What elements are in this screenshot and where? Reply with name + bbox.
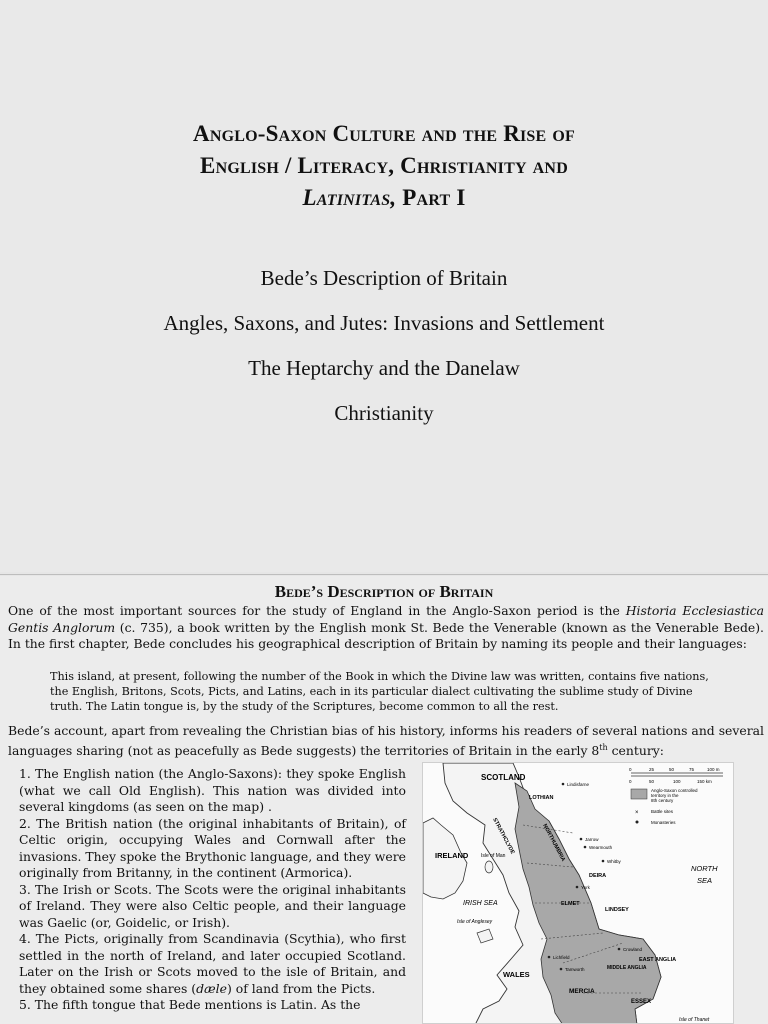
intro-book-title: Historia Ecclesiastica Gentis Anglorum	[8, 603, 764, 635]
list-item: 5. The fifth tongue that Bede mentions is Latin. As the	[19, 997, 361, 1012]
map-label-whitby: Whitby	[607, 859, 621, 864]
battle-sites-icon: ×	[635, 810, 639, 816]
map-scale	[629, 767, 723, 784]
list-item-4-italic: dæle	[196, 980, 227, 996]
second-text-b: century:	[607, 742, 664, 758]
scale-tick: 0	[629, 767, 632, 772]
map-label-irish-sea: IRISH SEA	[463, 900, 498, 907]
title-line-3	[60, 182, 708, 214]
map-label-deira: DEIRA	[589, 873, 607, 879]
list-item	[19, 931, 406, 997]
isle-of-anglesey	[477, 929, 493, 943]
map-label-anglesey: Isle of Anglesey	[457, 919, 493, 925]
list-item-4-text: 4. The Picts, originally from Scandinavia (Scythia), who first settled in the north of Ireland, and later occupied Scotland. Later on the Irish or Scots moved to the isle of Britain, and they obtained some shares (	[19, 931, 406, 996]
topic-item: Angles, Saxons, and Jutes: Invasions and Settlement	[163, 311, 605, 335]
map-label-isle-of-man: Isle of Man	[481, 853, 506, 859]
legend-territory-line1: Anglo-Saxon controlled	[651, 788, 698, 793]
list-item: 1. The English nation (the Anglo-Saxons): they spoke English (what we call Old English). This nation was divided into several kingdoms (as seen on the map) .	[19, 766, 406, 814]
topic-list	[60, 264, 708, 444]
scale-tick: 75	[689, 767, 695, 772]
map-legend	[631, 788, 698, 825]
scale-tick: 100	[673, 779, 681, 784]
legend-monasteries: Monasteries	[651, 820, 676, 825]
second-text-a: Bede’s account, apart from revealing the Christian bias of his history, informs his readers of several nations and several languages sharing (not as peacefully as Bede suggests) the territories of Britain in the early 8	[8, 723, 764, 758]
section-title: Bede’s Description of Britain	[274, 582, 494, 601]
map-label-east-anglia: EAST ANGLIA	[639, 957, 677, 963]
topic-item: Christianity	[334, 401, 434, 425]
text-page	[0, 576, 768, 1024]
second-paragraph	[8, 723, 764, 759]
intro-paragraph	[8, 603, 764, 653]
title-line-3-rest: Part I	[396, 185, 466, 210]
map-label-strathclyde: STRATHCLYDE	[491, 817, 516, 856]
map-label-lindsey: LINDSEY	[605, 907, 629, 913]
map-label-wales: WALES	[503, 970, 530, 979]
scale-tick: 100 m	[707, 767, 720, 772]
map-label-crowland: Crowland	[623, 947, 643, 952]
map-label-isle-of-thanet: Isle of Thanet	[679, 1017, 710, 1023]
map-label-jarrow: Jarrow	[585, 837, 599, 842]
title-line-1: Anglo-Saxon Culture and the Rise of	[193, 121, 575, 146]
list-item: 3. The Irish or Scots. The Scots were the original inhabitants of Ireland. They were also Celtic people, and their language was Gaelic (or, Goidelic, or Irish).	[19, 881, 406, 930]
map-label-york: York	[581, 885, 590, 890]
nations-list	[19, 766, 406, 1014]
list-item: 2. The British nation (the original inhabitants of Britain), of Celtic origin, occupying Wales and Cornwall after the invasions. They spoke the Brythonic language, and they were originally from Britanny, in the continent (Armorica).	[19, 815, 406, 880]
map-label-scotland: SCOTLAND	[481, 773, 526, 782]
topic-item: The Heptarchy and the Danelaw	[248, 356, 520, 380]
scale-tick: 50	[649, 779, 655, 784]
list-item-4-tail: ) of land from the Picts.	[226, 980, 376, 996]
topic-item: Bede’s Description of Britain	[260, 266, 508, 290]
map-label-lichfield: Lichfield	[553, 955, 570, 960]
map-label-northumbria: NORTHUMBRIA	[541, 823, 567, 863]
scale-tick: 50	[669, 767, 675, 772]
map-label-north: NORTH	[691, 864, 718, 873]
bede-quote: This island, at present, following the number of the Book in which the Divine law was written, contains five nations, the English, Britons, Scots, Picts, and Latins, each in its particular dialect cultivating the sublime study of Divine truth. The Latin tongue is, by the study of the Scriptures, become common to all the rest.	[50, 670, 709, 714]
anglo-saxon-map	[422, 762, 734, 1024]
scale-tick: 25	[649, 767, 655, 772]
scale-tick: 150 km	[697, 779, 712, 784]
legend-battle-sites: Battle sites	[651, 809, 674, 814]
monastery-icon	[636, 821, 639, 824]
isle-of-man	[485, 861, 493, 873]
intro-text-a: One of the most important sources for the study of England in the Anglo-Saxon period is the	[8, 603, 626, 618]
map-label-mercia: MERCIA	[569, 988, 595, 995]
legend-territory-line2: territory in the	[651, 793, 679, 798]
map-label-sea: SEA	[697, 876, 713, 885]
map-svg	[423, 763, 734, 1024]
legend-territory-line3: 8th century	[651, 798, 674, 803]
map-label-middle-anglia: MIDDLE ANGLIA	[607, 965, 647, 971]
map-label-essex: ESSEX	[631, 999, 652, 1005]
superscript-th: th	[599, 742, 608, 752]
map-label-ireland: IRELAND	[435, 851, 469, 860]
document-title	[60, 118, 708, 214]
title-line-2: English / Literacy, Christianity and	[200, 153, 568, 178]
title-italic-word: Latinitas,	[302, 185, 397, 210]
map-label-elmet: ELMET	[561, 901, 580, 907]
intro-text-b: (c. 735), a book written by the English monk St. Bede the Venerable (known as the Venerable Bede). In the first chapter, Bede concludes his geographical description of Britain by naming its people and their languages:	[8, 619, 764, 651]
map-label-tamworth: Tamworth	[565, 967, 585, 972]
scale-tick: 0	[629, 779, 632, 784]
map-label-lindisfarne: Lindisfarne	[567, 782, 590, 787]
map-label-wearmouth: Wearmouth	[589, 845, 613, 850]
map-label-lothian: LOTHIAN	[529, 795, 554, 801]
page-divider	[0, 574, 768, 575]
